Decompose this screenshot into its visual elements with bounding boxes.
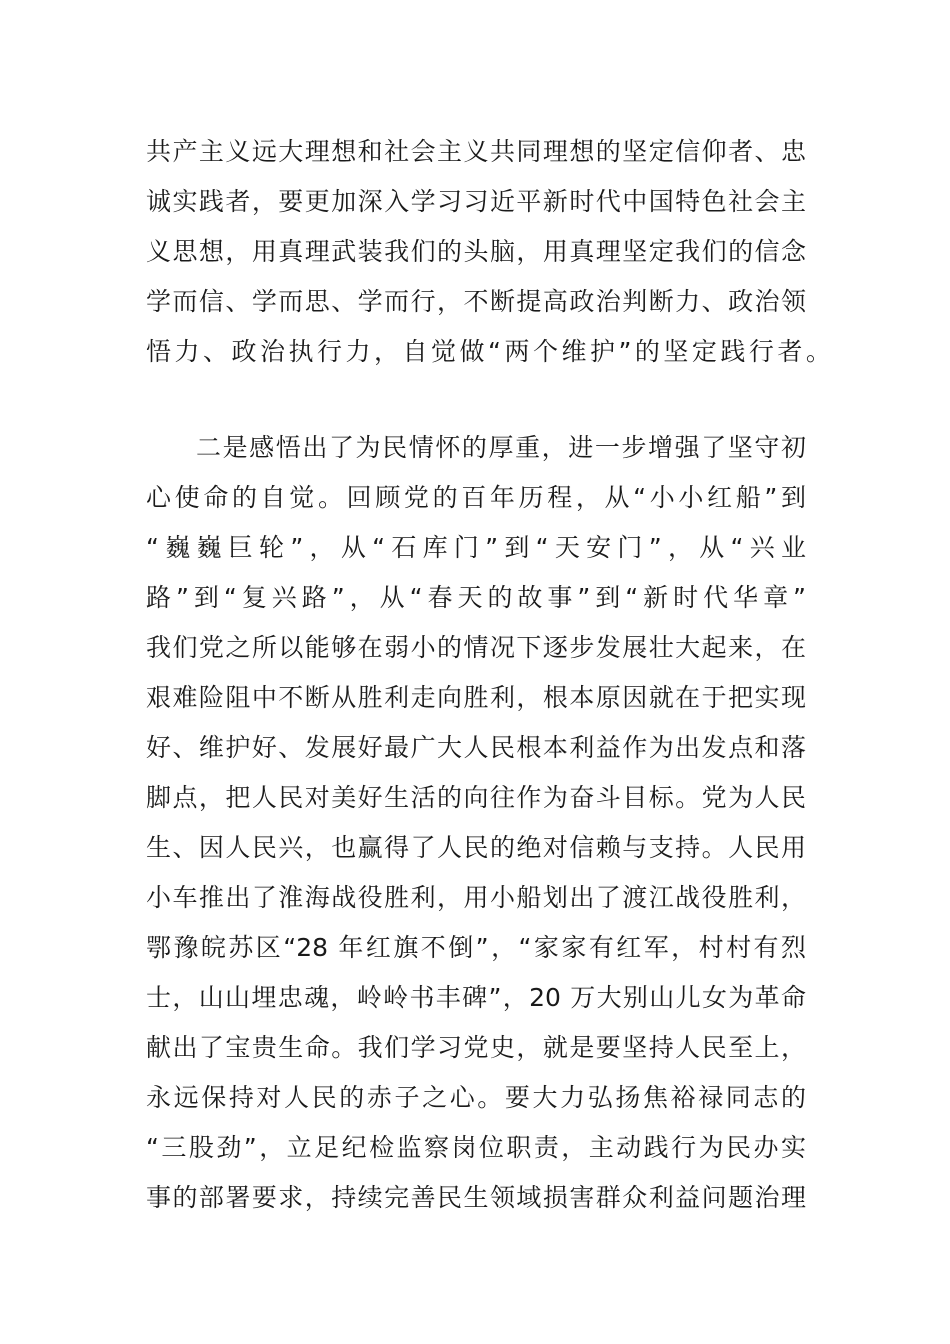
paragraph-line: 心使命的自觉。回顾党的百年历程，从“小小红船”到 (146, 483, 806, 512)
paragraph-line: 悟力、政治执行力，自觉做“两个维护”的坚定践行者。 (146, 337, 835, 366)
paragraph-line: 义思想，用真理武装我们的头脑，用真理坚定我们的信念 (146, 237, 806, 266)
paragraph-line: 艰难险阻中不断从胜利走向胜利，根本原因就在于把实现 (146, 683, 806, 712)
paragraph-line: 诚实践者，要更加深入学习习近平新时代中国特色社会主 (146, 187, 806, 216)
paragraph-line: 永远保持对人民的赤子之心。要大力弘扬焦裕禄同志的 (146, 1083, 806, 1112)
paragraph-line: 好、维护好、发展好最广大人民根本利益作为出发点和落 (146, 733, 806, 762)
paragraph-line: 事的部署要求，持续完善民生领域损害群众利益问题治理 (146, 1183, 806, 1212)
paragraph-line: 我们党之所以能够在弱小的情况下逐步发展壮大起来，在 (146, 633, 806, 662)
paragraph-line: 二是感悟出了为民情怀的厚重，进一步增强了坚守初 (196, 433, 806, 462)
paragraph-line: 脚点，把人民对美好生活的向往作为奋斗目标。党为人民 (146, 783, 806, 812)
paragraph-line: 士，山山埋忠魂，岭岭书丰碑”，20 万大别山儿女为革命 (146, 983, 806, 1012)
paragraph-line: 生、因人民兴，也赢得了人民的绝对信赖与支持。人民用 (146, 833, 806, 862)
paragraph-line: 小车推出了淮海战役胜利，用小船划出了渡江战役胜利， (146, 883, 806, 912)
paragraph-line: 学而信、学而思、学而行，不断提高政治判断力、政治领 (146, 287, 806, 316)
paragraph-line: “巍巍巨轮”，从“石库门”到“天安门”，从“兴业 (146, 533, 806, 562)
paragraph-line: 路”到“复兴路”，从“春天的故事”到“新时代华章” (146, 583, 806, 612)
paragraph-line: 献出了宝贵生命。我们学习党史，就是要坚持人民至上， (146, 1033, 806, 1062)
paragraph-line: “三股劲”，立足纪检监察岗位职责，主动践行为民办实 (146, 1133, 806, 1162)
paragraph-line: 共产主义远大理想和社会主义共同理想的坚定信仰者、忠 (146, 137, 806, 166)
paragraph-line: 鄂豫皖苏区“28 年红旗不倒”，“家家有红军，村村有烈 (146, 933, 806, 962)
